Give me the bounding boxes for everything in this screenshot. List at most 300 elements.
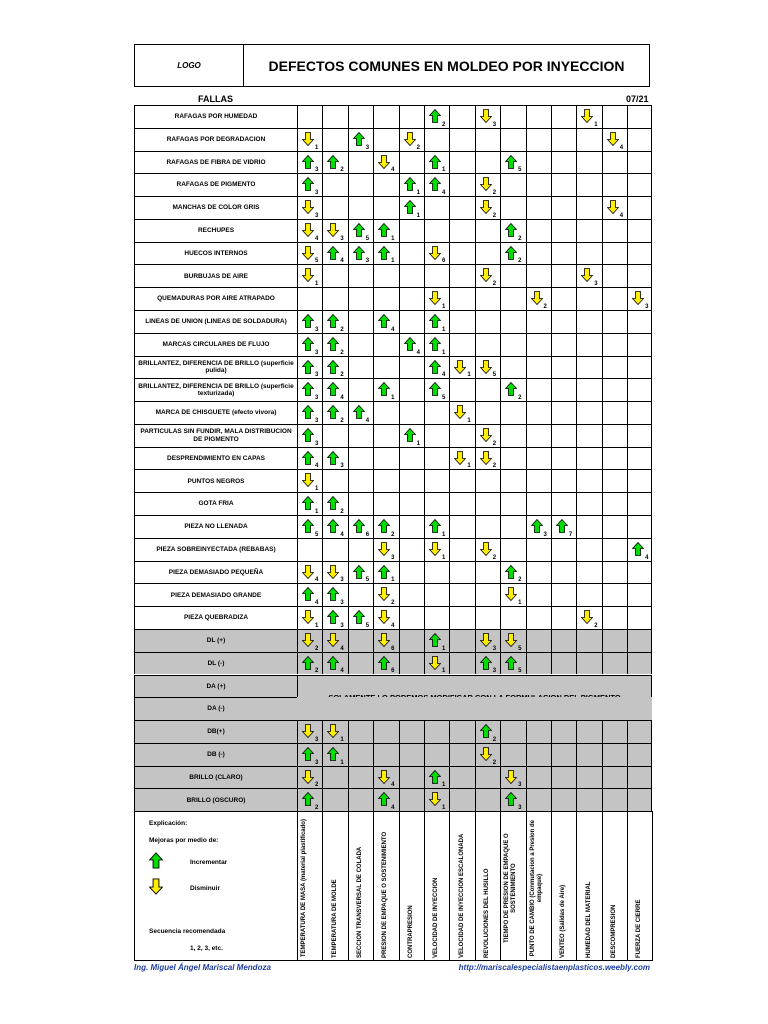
sequence-number: 1	[416, 212, 420, 219]
green-up-arrow-icon	[404, 177, 416, 191]
table-cell	[602, 196, 627, 219]
yellow-down-arrow-icon	[302, 770, 314, 784]
row-label: RAFAGAS DE PIGMENTO	[134, 173, 297, 196]
table-cell	[526, 469, 551, 492]
table-cell	[526, 128, 551, 151]
table-cell	[399, 151, 424, 174]
table-cell	[399, 492, 424, 515]
table-cell	[373, 652, 398, 675]
yellow-down-arrow-icon	[480, 747, 492, 761]
table-cell	[526, 720, 551, 743]
table-cell	[322, 173, 347, 196]
table-cell	[500, 492, 525, 515]
table-cell	[576, 629, 601, 652]
table-cell	[526, 743, 551, 766]
table-cell	[551, 310, 576, 333]
table-cell	[551, 196, 576, 219]
table-cell	[500, 561, 525, 584]
table-cell	[551, 128, 576, 151]
sequence-number: 1	[467, 417, 471, 424]
table-cell	[373, 378, 398, 401]
table-cell	[627, 378, 652, 401]
table-cell	[348, 173, 373, 196]
green-up-arrow-icon	[378, 382, 390, 396]
table-cell	[576, 447, 601, 470]
table-cell	[297, 310, 322, 333]
sequence-number: 1	[441, 554, 446, 561]
table-cell	[399, 788, 424, 811]
table-cell	[348, 219, 373, 242]
document-title: DEFECTOS COMUNES EN MOLDEO POR INYECCION	[268, 57, 625, 74]
table-cell	[602, 743, 627, 766]
table-cell	[399, 264, 424, 287]
sequence-number: 3	[391, 554, 395, 561]
sequence-number: 5	[365, 622, 370, 629]
column-header: REVOLUCIONES DEL HUSILLO	[475, 811, 500, 961]
sequence-number: 1	[518, 600, 522, 607]
table-cell	[373, 629, 398, 652]
yellow-down-arrow-icon	[607, 200, 619, 214]
row-label: PIEZA QUEBRADIZA	[134, 606, 297, 629]
table-row	[134, 629, 652, 652]
yellow-down-arrow-icon	[480, 428, 492, 442]
table-cell	[602, 788, 627, 811]
table-cell	[297, 151, 322, 174]
table-cell	[297, 788, 322, 811]
table-cell	[348, 766, 373, 789]
table-cell	[627, 356, 652, 379]
table-cell	[399, 196, 424, 219]
sequence-number: 1	[441, 782, 446, 789]
table-cell	[627, 469, 652, 492]
table-cell	[399, 606, 424, 629]
table-cell	[322, 743, 347, 766]
table-cell	[348, 401, 373, 424]
green-up-arrow-icon	[632, 542, 644, 556]
table-cell	[602, 151, 627, 174]
table-cell	[602, 515, 627, 538]
table-cell	[526, 629, 551, 652]
green-up-arrow-icon	[505, 382, 517, 396]
sequence-number: 5	[518, 668, 522, 675]
table-cell	[475, 788, 500, 811]
sequence-number: 5	[441, 395, 446, 402]
table-cell	[551, 652, 576, 675]
yellow-down-arrow-icon	[302, 200, 314, 214]
table-cell	[399, 515, 424, 538]
green-up-arrow-icon	[327, 314, 339, 328]
sequence-number: 2	[518, 258, 522, 265]
green-up-arrow-icon	[378, 792, 390, 806]
green-up-arrow-icon	[327, 337, 339, 351]
sequence-number: 3	[315, 395, 319, 402]
table-cell	[373, 333, 398, 356]
table-cell	[500, 287, 525, 310]
table-cell	[526, 561, 551, 584]
table-cell	[475, 447, 500, 470]
table-cell	[475, 424, 500, 447]
yellow-down-arrow-icon	[327, 565, 339, 579]
sequence-number: 4	[619, 212, 624, 219]
row-label: RAFAGAS DE FIBRA DE VIDRIO	[134, 151, 297, 174]
yellow-down-arrow-icon	[327, 724, 339, 738]
green-up-arrow-icon	[302, 405, 314, 419]
table-row	[134, 583, 652, 606]
table-cell	[449, 515, 474, 538]
table-cell	[297, 378, 322, 401]
table-row	[134, 401, 652, 424]
row-label: PIEZA SOBREINYECTADA (REBABAS)	[134, 538, 297, 561]
table-cell	[424, 287, 449, 310]
table-cell	[526, 652, 551, 675]
table-cell	[348, 105, 373, 128]
yellow-down-arrow-icon	[302, 473, 314, 487]
table-cell	[348, 128, 373, 151]
row-label: DL (+)	[134, 629, 297, 652]
table-cell	[322, 469, 347, 492]
table-cell	[373, 469, 398, 492]
sequence-number: 3	[365, 258, 370, 265]
green-up-arrow-icon	[353, 132, 365, 146]
table-cell	[576, 652, 601, 675]
green-up-arrow-icon	[505, 155, 517, 169]
sequence-number: 2	[315, 668, 319, 675]
table-cell	[526, 766, 551, 789]
table-cell	[297, 561, 322, 584]
yellow-down-arrow-icon	[480, 451, 492, 465]
table-cell	[551, 105, 576, 128]
row-label: DL (-)	[134, 652, 297, 675]
table-cell	[297, 515, 322, 538]
table-cell	[322, 515, 347, 538]
table-cell	[399, 720, 424, 743]
green-up-arrow-icon	[302, 314, 314, 328]
table-cell	[348, 356, 373, 379]
table-cell	[449, 287, 474, 310]
table-cell	[576, 743, 601, 766]
table-cell	[373, 583, 398, 606]
green-up-arrow-icon	[327, 405, 339, 419]
table-cell	[322, 310, 347, 333]
table-cell	[551, 492, 576, 515]
table-cell	[526, 151, 551, 174]
sequence-number: 3	[543, 531, 547, 538]
table-cell	[297, 356, 322, 379]
table-row	[134, 219, 652, 242]
sequence-number: 5	[315, 531, 319, 538]
sequence-number: 2	[594, 622, 598, 629]
sequence-number: 3	[315, 349, 319, 356]
table-cell	[424, 652, 449, 675]
table-cell	[551, 333, 576, 356]
table-cell	[500, 356, 525, 379]
table-row	[134, 538, 652, 561]
yellow-down-arrow-icon	[429, 246, 441, 260]
table-cell	[322, 606, 347, 629]
table-cell	[373, 606, 398, 629]
table-cell	[602, 424, 627, 447]
yellow-down-arrow-icon	[302, 724, 314, 738]
table-cell	[424, 242, 449, 265]
green-up-arrow-icon	[302, 792, 314, 806]
yellow-down-arrow-icon	[581, 610, 593, 624]
green-up-arrow-icon	[327, 519, 339, 533]
sequence-number: 1	[441, 805, 446, 812]
table-cell	[526, 447, 551, 470]
yellow-down-arrow-icon	[302, 565, 314, 579]
row-label: MARCAS CIRCULARES DE FLUJO	[134, 333, 297, 356]
table-cell	[322, 583, 347, 606]
table-cell	[526, 492, 551, 515]
table-cell	[551, 766, 576, 789]
table-row	[134, 469, 652, 492]
table-cell	[627, 720, 652, 743]
sequence-number: 4	[315, 577, 319, 584]
table-cell	[297, 128, 322, 151]
table-cell	[500, 652, 525, 675]
table-cell	[475, 219, 500, 242]
table-cell	[399, 219, 424, 242]
table-cell	[449, 378, 474, 401]
yellow-down-arrow-icon	[429, 291, 441, 305]
sequence-number: 1	[467, 372, 471, 379]
sequence-number: 1	[441, 304, 446, 310]
table-cell	[348, 561, 373, 584]
table-cell	[551, 424, 576, 447]
table-cell	[399, 333, 424, 356]
green-up-arrow-icon	[327, 360, 339, 374]
table-cell	[627, 264, 652, 287]
sequence-number: 2	[340, 372, 344, 379]
table-cell	[526, 219, 551, 242]
green-up-arrow-icon	[353, 246, 365, 260]
table-cell	[500, 196, 525, 219]
table-row	[134, 766, 652, 789]
table-cell	[475, 242, 500, 265]
sequence-number: 3	[518, 782, 522, 789]
table-cell	[373, 242, 398, 265]
table-cell	[424, 629, 449, 652]
sequence-number: 5	[518, 167, 522, 174]
yellow-down-arrow-icon	[480, 633, 492, 647]
row-label: MARCA DE CHISGUETE (efecto vivora)	[134, 401, 297, 424]
sequence-number: 3	[492, 121, 497, 128]
logo-placeholder: LOGO	[135, 45, 244, 86]
table-cell	[424, 469, 449, 492]
sequence-number: 1	[441, 326, 446, 333]
green-up-arrow-icon	[378, 519, 390, 533]
sequence-number: 1	[315, 622, 319, 629]
green-up-arrow-icon	[480, 656, 492, 670]
table-cell	[348, 424, 373, 447]
green-up-arrow-icon	[302, 337, 314, 351]
table-cell	[424, 583, 449, 606]
green-up-arrow-icon	[302, 155, 314, 169]
sequence-number: 4	[315, 463, 319, 470]
table-cell	[475, 606, 500, 629]
table-cell	[475, 378, 500, 401]
table-cell	[348, 378, 373, 401]
table-cell	[576, 788, 601, 811]
table-cell	[449, 629, 474, 652]
table-cell	[322, 561, 347, 584]
table-row	[134, 196, 652, 219]
table-cell	[297, 743, 322, 766]
sequence-number: 3	[340, 600, 344, 607]
sequence-number: 1	[391, 395, 395, 402]
yellow-down-arrow-icon	[378, 542, 390, 556]
table-cell	[297, 629, 322, 652]
green-up-arrow-icon	[302, 496, 314, 510]
table-cell	[424, 378, 449, 401]
table-cell	[424, 151, 449, 174]
table-cell	[602, 356, 627, 379]
table-cell	[424, 561, 449, 584]
green-up-arrow-icon	[353, 223, 365, 237]
table-cell	[475, 766, 500, 789]
green-up-arrow-icon	[505, 223, 517, 237]
table-row	[134, 378, 652, 401]
yellow-down-arrow-icon	[480, 268, 492, 282]
sequence-number: 3	[492, 668, 497, 675]
table-cell	[602, 561, 627, 584]
table-cell	[348, 629, 373, 652]
table-cell	[475, 652, 500, 675]
green-up-arrow-icon	[480, 724, 492, 738]
table-cell	[551, 606, 576, 629]
table-cell	[348, 264, 373, 287]
footer-url[interactable]: http://mariscalespecialistaenplasticos.weebly.com	[458, 963, 650, 972]
table-cell	[399, 561, 424, 584]
table-cell	[627, 424, 652, 447]
sequence-number: 3	[340, 235, 344, 242]
table-row	[134, 788, 652, 811]
table-cell	[526, 310, 551, 333]
yellow-down-arrow-icon	[505, 633, 517, 647]
table-row	[134, 652, 652, 675]
table-cell	[424, 492, 449, 515]
table-cell	[551, 242, 576, 265]
sequence-number: 3	[365, 144, 370, 151]
table-cell	[449, 128, 474, 151]
green-up-arrow-icon	[353, 610, 365, 624]
yellow-down-arrow-icon	[454, 405, 466, 419]
row-label: LINEAS DE UNION (LINEAS DE SOLDADURA)	[134, 310, 297, 333]
table-cell	[348, 720, 373, 743]
column-header: SECCION TRANSVERSAL DE COLADA	[348, 811, 373, 961]
sequence-number: 2	[492, 281, 497, 288]
table-row	[134, 492, 652, 515]
sequence-number: 3	[315, 212, 319, 219]
green-up-arrow-icon	[404, 200, 416, 214]
sequence-number: 1	[315, 486, 319, 493]
table-cell	[627, 401, 652, 424]
column-header: FUERZA DE CIERRE	[627, 811, 652, 961]
column-header: VELOCIDAD DE INYECCION	[424, 811, 449, 961]
green-up-arrow-icon	[327, 496, 339, 510]
legend	[134, 811, 297, 961]
row-label: MANCHAS DE COLOR GRIS	[134, 196, 297, 219]
sequence-number: 6	[365, 531, 370, 538]
table-cell	[322, 629, 347, 652]
sequence-number: 2	[340, 349, 344, 356]
green-up-arrow-icon	[429, 633, 441, 647]
sequence-number: 1	[391, 577, 395, 584]
table-cell	[500, 766, 525, 789]
table-cell	[526, 606, 551, 629]
table-cell	[576, 561, 601, 584]
yellow-down-arrow-icon	[302, 268, 314, 282]
document-header	[134, 44, 650, 87]
green-up-arrow-icon	[353, 405, 365, 419]
sequence-number: 2	[518, 395, 522, 402]
sequence-number: 5	[315, 258, 319, 265]
table-cell	[526, 356, 551, 379]
table-cell	[297, 333, 322, 356]
row-label: RECHUPES	[134, 219, 297, 242]
table-cell	[348, 538, 373, 561]
table-cell	[500, 128, 525, 151]
sequence-number: 1	[594, 121, 598, 128]
table-cell	[399, 629, 424, 652]
table-cell	[526, 401, 551, 424]
sequence-number: 1	[441, 167, 446, 174]
sequence-number: 1	[315, 281, 319, 288]
yellow-down-arrow-icon	[302, 633, 314, 647]
table-cell	[602, 766, 627, 789]
table-cell	[322, 401, 347, 424]
sequence-number: 3	[315, 736, 319, 743]
table-cell	[602, 219, 627, 242]
green-up-arrow-icon	[429, 314, 441, 328]
table-cell	[373, 287, 398, 310]
green-up-arrow-icon	[149, 852, 163, 869]
table-cell	[475, 561, 500, 584]
table-cell	[627, 515, 652, 538]
table-cell	[322, 287, 347, 310]
table-cell	[627, 447, 652, 470]
table-cell	[475, 629, 500, 652]
sequence-number: 2	[518, 577, 522, 584]
table-cell	[373, 766, 398, 789]
table-cell	[297, 583, 322, 606]
row-label: PARTICULAS SIN FUNDIR, MALA DISTRIBUCION DE PIGMENTO	[134, 424, 297, 447]
table-cell	[627, 105, 652, 128]
legend-subtitle: Mejoras por medio de:	[149, 837, 219, 845]
table-cell	[348, 743, 373, 766]
table-cell	[373, 447, 398, 470]
table-cell	[551, 151, 576, 174]
table-row	[134, 105, 652, 128]
table-cell	[602, 538, 627, 561]
table-cell	[576, 173, 601, 196]
sequence-number: 5	[518, 645, 522, 652]
table-cell	[500, 629, 525, 652]
green-up-arrow-icon	[531, 519, 543, 533]
table-cell	[424, 538, 449, 561]
table-cell	[500, 720, 525, 743]
row-label: BRILLO (CLARO)	[134, 766, 297, 789]
table-cell	[500, 743, 525, 766]
yellow-down-arrow-icon	[429, 656, 441, 670]
sequence-number: 4	[365, 417, 370, 424]
sequence-number: 2	[340, 326, 344, 333]
table-cell	[348, 310, 373, 333]
table-cell	[348, 492, 373, 515]
table-row	[134, 242, 652, 265]
table-cell	[348, 196, 373, 219]
table-cell	[627, 219, 652, 242]
